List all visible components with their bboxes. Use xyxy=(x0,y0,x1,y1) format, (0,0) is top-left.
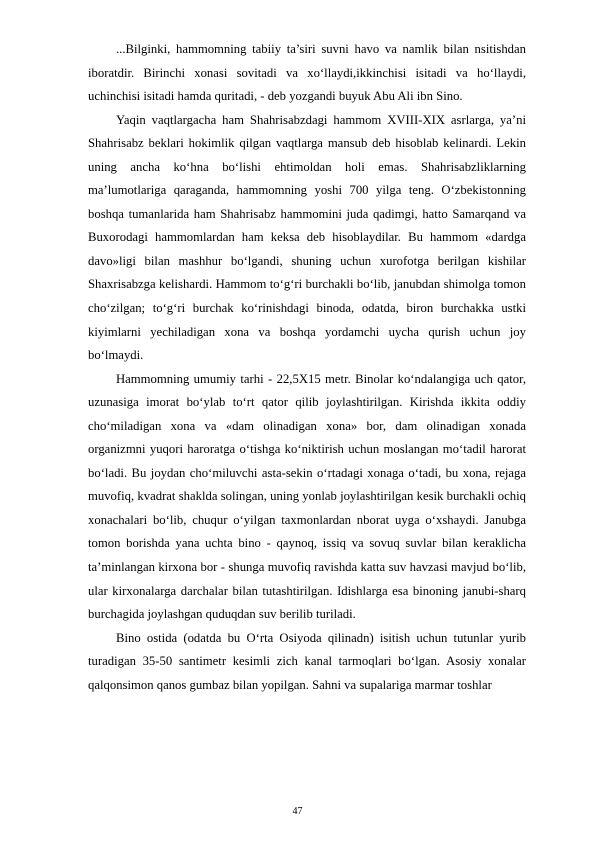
paragraph-abu-ali-ibn-sino-quote: ...Bilginki, hammomning tabiiy ta’siri suvni havo va namlik bilan nsitishdan iboratdir. Birinchi xonasi sovitadi va xo‘llaydi,ikkinchisi isitadi va ho‘llaydi, uchinchisi isitadi hamda quritadi, - deb yozgandi buyuk Abu Ali ibn Sino. xyxy=(88,42,526,104)
paragraph-hammom-layout: Hammomning umumiy tarhi - 22,5X15 metr. Binolar ko‘ndalangiga uch qator, uzunasiga imorat bo‘ylab to‘rt qator qilib joylashtirilgan. Kirishda ikkita oddiy cho‘miladigan xona va «dam olinadigan xona» bor, dam olinadigan xonada organizmni yuqori haroratga o‘tishga ko‘niktirish uchun moslangan mo‘tadil harorat bo‘ladi. Bu joydan cho‘miluvchi asta-sekin o‘rtadagi xonaga o‘tadi, bu xona, rejaga muvofiq, kvadrat shaklda solingan, uning yonlab joylashtirilgan kesik burchakli ochiq xonachalari bo‘lib, chuqur o‘yilgan taxmonlardan nborat uyga o‘xshaydi. Janubga tomon borishda yana uchta bino - qaynoq, issiq va sovuq suvlar bilan keraklicha ta’minlangan kirxona bor - shunga muvofiq ravishda katta suv havzasi mavjud bo‘lib, ular kirxonalarga darchalar bilan tutashtirilgan. Idishlarga esa binoning janubi-sharq burchagida joylashgan quduqdan suv berilib turiladi. xyxy=(88,371,526,622)
paragraph-heating-and-domes: Bino ostida (odatda bu O‘rta Osiyoda qilinadn) isitish uchun tutunlar yurib turadigan 35-50 santimetr kesimli zich kanal tarmoqlari bo‘lgan. Asosiy xonalar qalqonsimon qanos gumbaz bilan yopilgan. Sahni va supalariga marmar toshlar xyxy=(88,630,526,692)
document-page xyxy=(88,38,526,697)
page-number: 47 xyxy=(292,806,303,817)
paragraph-shahrisabz-hammom-history: Yaqin vaqtlargacha ham Shahrisabzdagi hammom XVIII-XIX asrlarga, ya’ni Shahrisabz beklari hokimlik qilgan vaqtlarga mansub deb hisoblab kelinardi. Lekin uning ancha ko‘hna bo‘lishi ehtimoldan holi emas. Shahrisabzliklarning ma’lumotlariga qaraganda, hammomning yoshi 700 yilga teng. O‘zbekistonning boshqa tumanlarida ham Shahrisabz hammomini juda qadimgi, hatto Samarqand va Buxorodagi hammomlardan ham keksa deb hisoblaydilar. Bu hammom «dardga davo»ligi bilan mashhur bo‘lgandi, shuning uchun xurofotga berilgan kishilar Shaxrisabzga kelishardi. Hammom to‘g‘ri burchakli bo‘lib, janubdan shimolga tomon cho‘zilgan; to‘g‘ri burchak ko‘rinishdagi binoda, odatda, biron burchakka ustki kiyimlarni yechiladigan xona va boshqa yordamchi uycha qurish uchun joy bo‘lmaydi. xyxy=(88,112,526,363)
